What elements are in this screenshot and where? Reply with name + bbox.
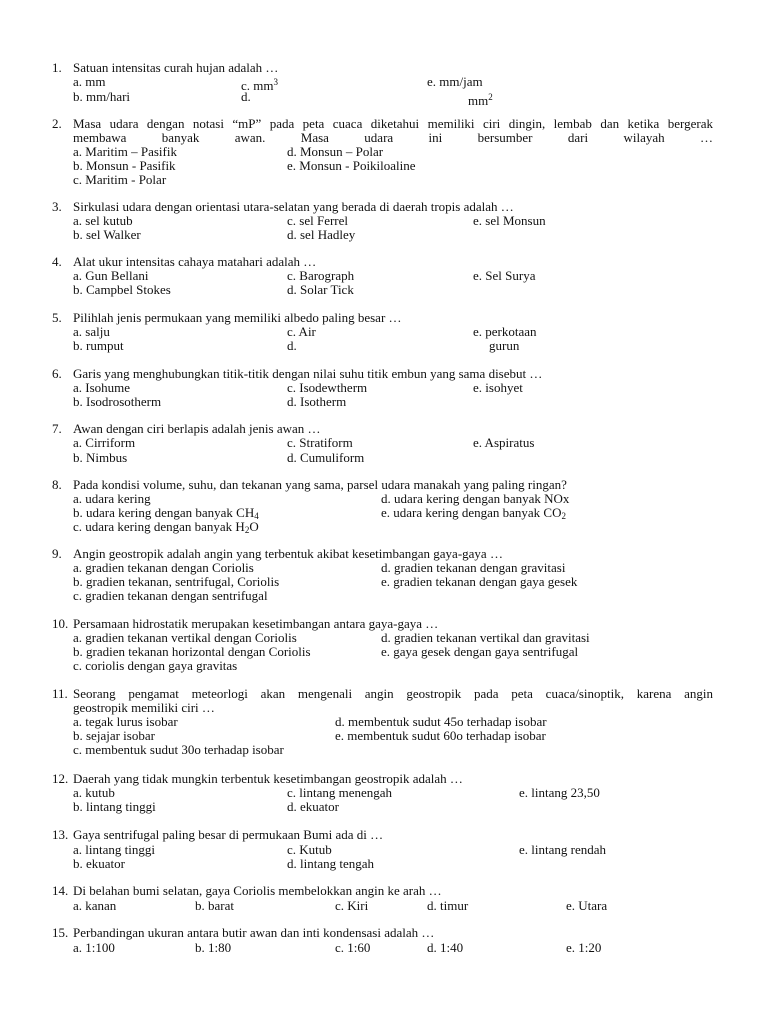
option-c: c. Isodewtherm: [287, 380, 368, 395]
question-stem: Garis yang menghubungkan titik-titik dengan nilai suhu titik embun yang sama disebut …: [73, 366, 543, 381]
option-d-value: $mm^2$: [468, 92, 493, 108]
question-stem: Daerah yang tidak mungkin terbentuk kesetimbangan geostropik adalah …: [73, 771, 463, 786]
option-b: b. sejajar isobar: [73, 728, 155, 743]
option-d: d. Isotherm: [287, 394, 347, 409]
option-e: e. lintang 23,50: [519, 785, 600, 800]
option-d: d. gradien tekanan dengan gravitasi: [381, 560, 566, 575]
option-c: c. 1:60: [335, 940, 371, 955]
option-e: e. Monsun - Poikiloaline: [287, 158, 416, 173]
option-c: c. gradien tekanan dengan sentrifugal: [73, 588, 268, 603]
option-a: a. gradien tekanan dengan Coriolis: [73, 560, 254, 575]
option-b: b. 1:80: [195, 940, 232, 955]
option-b: b. gradien tekanan, sentrifugal, Coriolis: [73, 574, 280, 589]
option-c: c. Kutub: [287, 842, 332, 857]
question-stem: Sirkulasi udara dengan orientasi utara-selatan yang berada di daerah tropis adalah …: [73, 199, 514, 214]
option-a: a. sel kutub: [73, 213, 133, 228]
question-number: 4.: [52, 254, 62, 269]
question-number: 1.: [52, 60, 62, 75]
option-a: a. gradien tekanan vertikal dengan Coriolis: [73, 630, 297, 645]
option-e: e. gaya gesek dengan gaya sentrifugal: [381, 644, 579, 659]
question-number: 2.: [52, 116, 62, 131]
option-d: d. Cumuliform: [287, 450, 365, 465]
superscript: 3: [273, 77, 278, 87]
option-d: d. 1:40: [427, 940, 464, 955]
option-b: b. rumput: [73, 338, 124, 353]
question-stem-line-2: geostropik memiliki ciri …: [73, 700, 215, 715]
option-b: b. mm/hari: [73, 89, 131, 104]
question-stem: Pada kondisi volume, suhu, dan tekanan yang sama, parsel udara manakah yang paling ringan?: [73, 477, 567, 492]
option-a: a. lintang tinggi: [73, 842, 155, 857]
option-a: a. salju: [73, 324, 110, 339]
question-number: 9.: [52, 546, 62, 561]
option-b: b. gradien tekanan horizontal dengan Coriolis: [73, 644, 311, 659]
option-d-value: gurun: [489, 338, 520, 353]
option-d: d.: [287, 338, 297, 353]
option-c: c. Kiri: [335, 898, 369, 913]
question-number: 7.: [52, 421, 62, 436]
option-b: b. lintang tinggi: [73, 799, 156, 814]
question-stem-line-1: Masa udara dengan notasi “mP” pada peta cuaca diketahui memiliki ciri dingin, lembab dan ketika bergerak: [73, 116, 713, 131]
option-d: d. lintang tengah: [287, 856, 375, 871]
option-a: a. mm: [73, 74, 106, 89]
option-e: e. gradien tekanan dengan gaya gesek: [381, 574, 578, 589]
option-c: c. Barograph: [287, 268, 355, 283]
option-c: c. Air: [287, 324, 316, 339]
subscript: 2: [561, 511, 566, 521]
option-d: d. Monsun – Polar: [287, 144, 384, 159]
question-stem: Alat ukur intensitas cahaya matahari adalah …: [73, 254, 317, 269]
option-d: d. timur: [427, 898, 469, 913]
option-b: b. barat: [195, 898, 234, 913]
question-number: 11.: [52, 686, 68, 701]
option-b: b. Campbel Stokes: [73, 282, 171, 297]
question-stem: Di belahan bumi selatan, gaya Coriolis membelokkan angin ke arah …: [73, 883, 442, 898]
question-stem: Persamaan hidrostatik merupakan kesetimbangan antara gaya-gaya …: [73, 616, 439, 631]
option-e: e. perkotaan: [473, 324, 537, 339]
option-d: d. udara kering dengan banyak NOx: [381, 491, 570, 506]
option-e: e. 1:20: [566, 940, 602, 955]
option-e: e. Utara: [566, 898, 608, 913]
option-d: d. membentuk sudut 45o terhadap isobar: [335, 714, 547, 729]
question-number: 8.: [52, 477, 62, 492]
question-number: 14.: [52, 883, 69, 898]
option-a: a. udara kering: [73, 491, 151, 506]
option-b: b. sel Walker: [73, 227, 141, 242]
question-number: 12.: [52, 771, 69, 786]
question-stem-line-2: membawa banyak awan. Masa udara ini bersumber dari wilayah …: [73, 130, 713, 145]
option-e: e. mm/jam: [427, 74, 483, 89]
question-number: 10.: [52, 616, 69, 631]
option-a: a. Gun Bellani: [73, 268, 149, 283]
option-c: c. membentuk sudut 30o terhadap isobar: [73, 742, 284, 757]
option-e: e. membentuk sudut 60o terhadap isobar: [335, 728, 546, 743]
option-a: a. Maritim – Pasifik: [73, 144, 177, 159]
option-e: e. Aspiratus: [473, 435, 535, 450]
option-b: b. Isodrosotherm: [73, 394, 162, 409]
option-c: c. $mm^3$: [241, 77, 278, 93]
option-a: a. Isohume: [73, 380, 131, 395]
option-e: e. sel Monsun: [473, 213, 546, 228]
question-stem: Angin geostropik adalah angin yang terbentuk akibat kesetimbangan gaya-gaya …: [73, 546, 503, 561]
question-stem: Satuan intensitas curah hujan adalah …: [73, 60, 279, 75]
option-a: a. tegak lurus isobar: [73, 714, 178, 729]
option-e: e. Sel Surya: [473, 268, 536, 283]
option-e: e. udara kering dengan banyak $CO_2$: [381, 505, 566, 521]
question-number: 15.: [52, 925, 69, 940]
question-stem-line-1: Seorang pengamat meteorlogi akan mengenali angin geostropik pada peta cuaca/sinoptik, karena angin: [73, 686, 713, 701]
question-number: 5.: [52, 310, 62, 325]
question-stem: Pilihlah jenis permukaan yang memiliki albedo paling besar …: [73, 310, 402, 325]
question-stem: Awan dengan ciri berlapis adalah jenis awan …: [73, 421, 321, 436]
question-number: 3.: [52, 199, 62, 214]
option-c: c. sel Ferrel: [287, 213, 349, 228]
option-b: b. Nimbus: [73, 450, 128, 465]
subscript: 2: [244, 525, 250, 535]
option-c: c. Stratiform: [287, 435, 353, 450]
question-stem: Gaya sentrifugal paling besar di permukaan Bumi ada di …: [73, 827, 384, 842]
option-c: c. Maritim - Polar: [73, 172, 167, 187]
subscript: 4: [254, 511, 259, 521]
option-c: c. lintang menengah: [287, 785, 393, 800]
option-e: e. lintang rendah: [519, 842, 606, 857]
option-c: c. udara kering dengan banyak $H_2O$: [73, 519, 259, 535]
option-d: d. Solar Tick: [287, 282, 354, 297]
superscript: 2: [488, 92, 493, 102]
question-stem: Perbandingan ukuran antara butir awan dan inti kondensasi adalah …: [73, 925, 435, 940]
option-a: a. 1:100: [73, 940, 115, 955]
option-b: b. udara kering dengan banyak $CH_4$: [73, 505, 259, 521]
question-number: 6.: [52, 366, 62, 381]
option-b: b. ekuator: [73, 856, 125, 871]
option-b: b. Monsun - Pasifik: [73, 158, 176, 173]
option-d: d.: [241, 89, 251, 104]
question-number: 13.: [52, 827, 69, 842]
option-d: d. gradien tekanan vertikal dan gravitasi: [381, 630, 590, 645]
option-a: a. kutub: [73, 785, 115, 800]
option-a: a. Cirriform: [73, 435, 136, 450]
option-d: d. ekuator: [287, 799, 339, 814]
option-e: e. isohyet: [473, 380, 523, 395]
option-a: a. kanan: [73, 898, 117, 913]
option-c: c. coriolis dengan gaya gravitas: [73, 658, 238, 673]
option-d: d. sel Hadley: [287, 227, 356, 242]
